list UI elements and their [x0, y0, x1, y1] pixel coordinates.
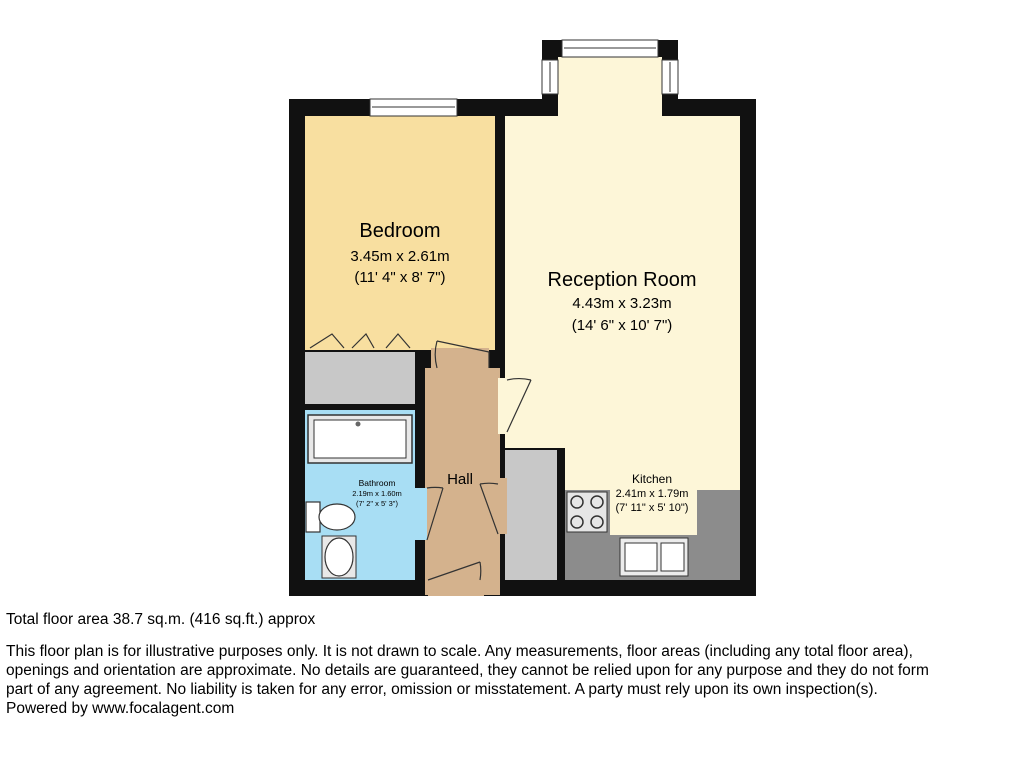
hall-cupboard	[505, 450, 557, 580]
reception-size-ft: (14' 6" x 10' 7")	[571, 317, 673, 334]
basin	[325, 538, 353, 576]
footer	[6, 610, 1022, 718]
kitchen-counter-right	[697, 490, 740, 580]
sink-drainer	[661, 543, 684, 571]
reception-size-m: 4.43m x 3.23m	[572, 295, 672, 312]
kitchen-name: Kitchen	[631, 472, 673, 486]
shower-inner	[314, 420, 406, 458]
toilet-bowl	[319, 504, 355, 530]
bedroom-name: Bedroom	[359, 220, 441, 242]
entrance-door-opening	[428, 578, 484, 596]
hall-reception-opening	[498, 378, 507, 434]
bathroom-door-opening	[413, 488, 427, 540]
hall-cupboard-opening	[498, 478, 507, 534]
kitchen-size-ft: (7' 11" x 5' 10")	[615, 502, 689, 514]
powered-by: Powered by www.focalagent.com	[6, 700, 235, 717]
bedroom-size-ft: (11' 4" x 8' 7")	[354, 269, 446, 286]
storage-cupboard	[305, 352, 415, 404]
total-floor-area: Total floor area 38.7 sq.m. (416 sq.ft.) approx	[6, 611, 316, 628]
disclaimer: This floor plan is for illustrative purposes only. It is not drawn to scale. Any measurements, floor areas (including any total floor area), openings and orientation are approximate. No details are guaranteed, they cannot be relied upon for any purpose and they do not form part of any agreement. No liability is taken for any error, omission or misstatement. A party must rely upon its own inspection(s).	[6, 643, 929, 698]
bay-floor	[558, 57, 662, 119]
bathroom-size-ft: (7' 2" x 5' 3")	[356, 499, 398, 508]
hall-name: Hall	[447, 471, 473, 488]
toilet-cistern	[306, 502, 320, 532]
bathroom-size-m: 2.19m x 1.60m	[352, 489, 402, 498]
reception-kitchen-opening	[608, 438, 686, 452]
bedroom-size-m: 3.45m x 2.61m	[350, 248, 450, 265]
shower-drain-icon	[356, 422, 361, 427]
kitchen-size-m: 2.41m x 1.79m	[615, 488, 689, 500]
reception-name: Reception Room	[547, 269, 697, 291]
bedroom-door-opening	[431, 348, 489, 370]
bathroom-name: Bathroom	[358, 478, 396, 488]
sink-basin	[625, 543, 657, 571]
